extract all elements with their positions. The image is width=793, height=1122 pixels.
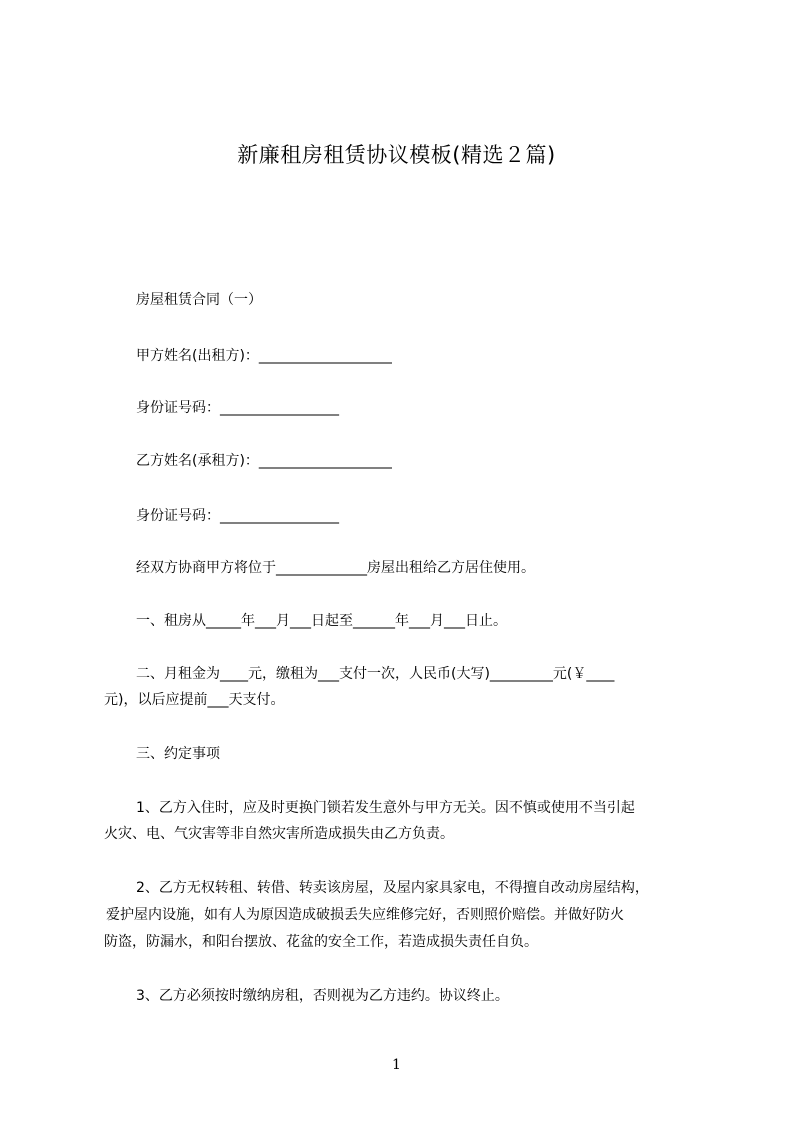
page-number: 1 (392, 1057, 401, 1073)
document-title: 新廉租房租赁协议模板(精选２篇) (237, 143, 556, 167)
clause-2-rent-line-2: 元)，以后应提前___天支付。 (104, 692, 285, 708)
clause-1-term: 一、租房从_____年___月___日起至______年___月___日止。 (136, 613, 507, 629)
paragraph-location: 经双方协商甲方将位于_____________房屋出租给乙方居住使用。 (136, 560, 535, 576)
clause-2-rent-line-1: 二、月租金为____元，缴租为___支付一次，人民币(大写)_________元(￥____ (136, 666, 615, 682)
clause-3-heading: 三、约定事项 (136, 746, 220, 762)
party-a-name-field: 甲方姓名(出租方)：___________________ (136, 348, 392, 364)
section-heading: 房屋租赁合同（一） (136, 292, 262, 308)
item-2-line-1: 2、乙方无权转租、转借、转卖该房屋，及屋内家具家电，不得擅自改动房屋结构， (136, 880, 649, 896)
item-2-line-3: 防盗，防漏水，和阳台摆放、花盆的安全工作，若造成损失责任自负。 (104, 934, 538, 950)
party-a-id-field: 身份证号码：_________________ (136, 400, 339, 416)
party-b-name-field: 乙方姓名(承租方)：___________________ (136, 453, 392, 469)
item-3-line-1: 3、乙方必须按时缴纳房租，否则视为乙方违约。协议终止。 (136, 988, 509, 1004)
item-1-line-1: 1、乙方入住时，应及时更换门锁若发生意外与甲方无关。因不慎或使用不当引起 (136, 800, 635, 816)
party-b-id-field: 身份证号码：_________________ (136, 508, 339, 524)
item-1-line-2: 火灾、电、气灾害等非自然灾害所造成损失由乙方负责。 (104, 826, 454, 842)
item-2-line-2: 爱护屋内设施，如有人为原因造成破损丢失应维修完好，否则照价赔偿。并做好防火 (106, 907, 624, 923)
